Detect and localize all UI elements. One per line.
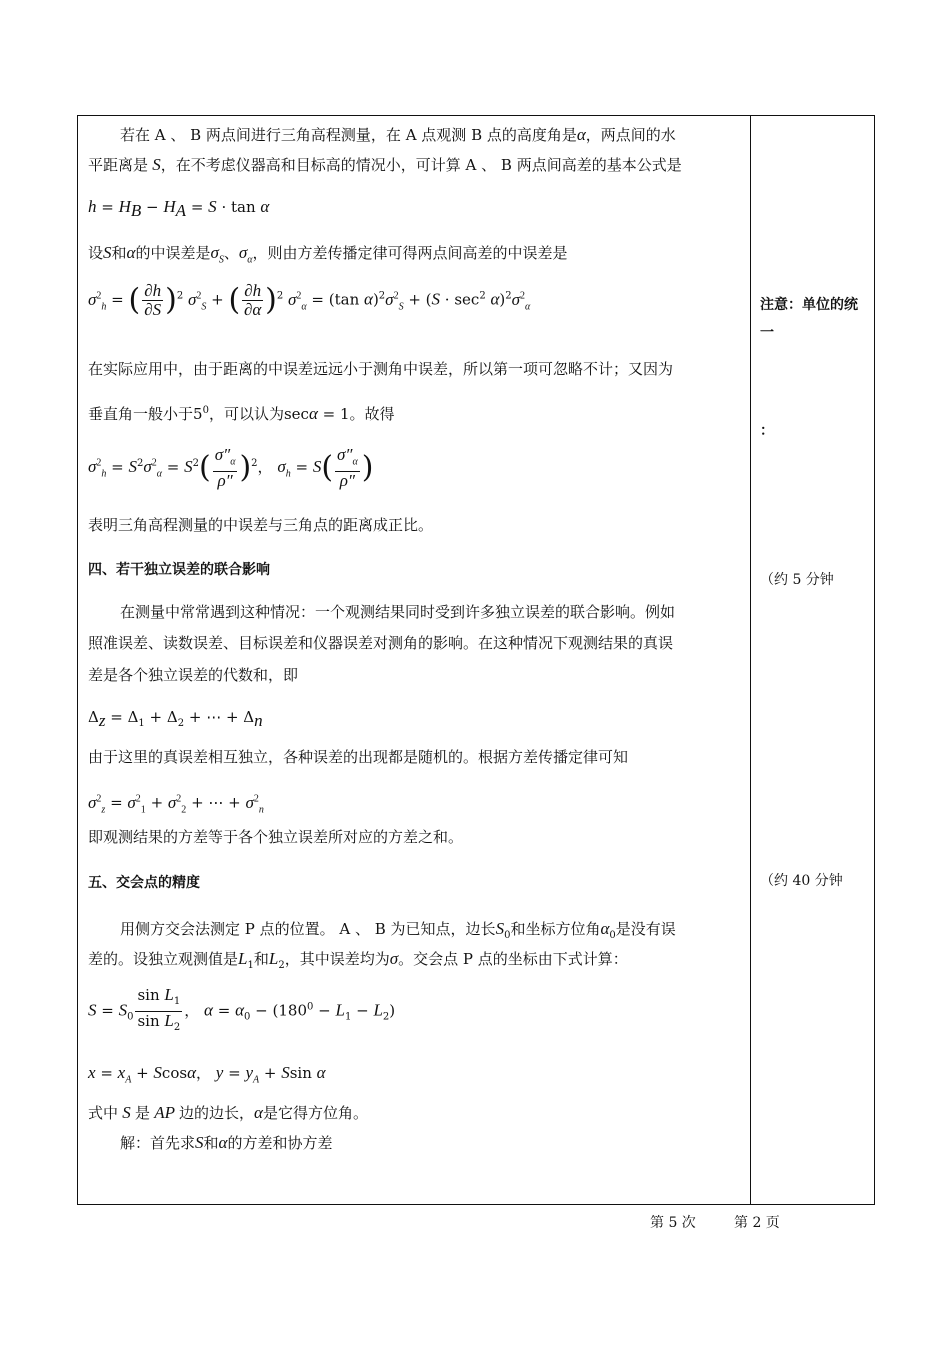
paragraph-intro-1 (88, 124, 676, 146)
paragraph-joint-3 (88, 664, 298, 686)
text: 用侧方交会法测定 P 点的位置。 A 、 B 为已知点，边长 (120, 920, 496, 938)
paragraph-intersection-2: 差的。设独立观测值是$L_1$和$L_2$，其中误差均为σ。交会点 P 点的坐标由下式计算： (88, 949, 628, 971)
paragraph-solution: 解：首先求S和α的方差和协方差 (120, 1133, 333, 1152)
text: 若在 A 、 B 两点间进行三角高程测量，在 A 点观测 B 点的高度角是 (120, 126, 577, 144)
formula-side-and-azimuth: $S = S_0$ $\frac{\sin L_1}{\sin L_2}$ ， $\alpha = \alpha_0 - (180^0 - L_1 - L_2)$ (88, 985, 396, 1033)
time-note-40min: （约 40 分钟 (760, 873, 843, 889)
section-heading-4: 四、若干独立误差的联合影响 (88, 562, 270, 578)
text: 边的边长， (179, 1104, 255, 1122)
text: 是 (135, 1104, 151, 1122)
text: 的方差和协方差 (227, 1134, 333, 1152)
text: 和 (111, 244, 127, 262)
paragraph-where: 式中 S 是 AP 边的边长，α是它得方位角。 (88, 1103, 368, 1122)
text: 设 (88, 244, 104, 262)
paragraph-practice (88, 358, 673, 380)
paragraph-variance-conclusion (88, 826, 463, 848)
paragraph-intro-2 (88, 154, 682, 176)
text: 式中 (88, 1104, 119, 1122)
formula-true-error-sum: $\Delta_z = \Delta_1 + \Delta_2$ + ⋯ + $\Delta_n$ (88, 708, 263, 730)
paragraph-joint-1 (88, 601, 675, 623)
formula-variance-h: $\sigma^2_h$ = ( $\frac{\partial h}{\partial S}$ )$^2$ $\sigma^2_S$ + ( $\frac{\partial h}{\partial\alpha}$ )$^2$ $\sigma^2_\alpha = (\tan$ $\alpha)^2\sigma^2_S + (S \cdot \sec^2 \alpha)^2\sigma^2_\alpha$ (88, 281, 531, 319)
text: 是它得方位角。 (262, 1104, 368, 1122)
footer-session: 第 5 次 (650, 1215, 696, 1231)
formula-height-difference: $h = H_B - H_A = S \cdot \tan \alpha$ (88, 197, 270, 220)
section-heading-5: 五、交会点的精度 (88, 875, 200, 891)
text: 和坐标方位角 (510, 920, 601, 938)
formula-variance-sum: $\sigma^2_z = \sigma^2_1 + \sigma^2_2$ + ⋯ + $\sigma^2_n$ (88, 792, 264, 816)
text: 在实际应用中，由于距离的中误差远远小于测角中误差，所以第一项可忽略不计；又因为 (88, 360, 674, 378)
text: 照准误差、读数误差、目标误差和仪器误差对测角的影响。在这种情况下观测结果的真误 (88, 634, 674, 652)
text: 。交会点 P 点的坐标由下式计算： (398, 950, 628, 968)
paragraph-joint-2 (88, 632, 673, 654)
text: ，其中误差均为 (284, 950, 390, 968)
text: 表明三角高程测量的中误差与三角点的距离成正比。 (88, 516, 434, 534)
paragraph-intersection-1: 用侧方交会法测定 P 点的位置。 A 、 B 为已知点，边长$S_0$和坐标方位角$\alpha_0$是没有误 (120, 919, 676, 941)
time-note-5min: （约 5 分钟 (760, 572, 834, 588)
text: 垂直角一般小于 (88, 405, 194, 423)
text: 差是各个独立误差的代数和，即 (88, 666, 299, 684)
text: 平距离是 (88, 156, 149, 174)
paragraph-random (88, 746, 628, 768)
alpha-symbol: α (576, 125, 586, 144)
text: 和 (253, 950, 269, 968)
text: ，在不考虑仪器高和目标高的情况小，可计算 A 、 B 两点间高差的基本公式是 (160, 156, 682, 174)
text: ，可以认为 (208, 405, 284, 423)
text: ，两点间的水 (585, 126, 676, 144)
text: 即观测结果的方差等于各个独立误差所对应的方差之和。 (88, 828, 464, 846)
paragraph-errors: 设S和α的中误差是$\sigma_S$、$\sigma_\alpha$，则由方差传播定律可得两点间高差的中误差是 (88, 243, 568, 266)
text: 差的。设独立观测值是 (88, 950, 239, 968)
note-unit-line2: 一 (760, 325, 774, 341)
note-unit-line1: 注意：单位的统 (760, 297, 858, 313)
column-divider (750, 116, 751, 1204)
text: 解：首先求 (120, 1134, 196, 1152)
s-symbol: S (148, 155, 161, 174)
text: 和 (203, 1134, 219, 1152)
lesson-table (77, 115, 875, 1205)
paragraph-vertical-angle: 垂直角一般小于$5^0$，可以认为secα = 1。故得 (88, 404, 395, 423)
paragraph-conclusion (88, 514, 433, 536)
text: 由于这里的真误差相互独立，各种误差的出现都是随机的。根据方差传播定律可知 (88, 748, 629, 766)
footer-page: 第 2 页 (734, 1215, 780, 1231)
text: 是没有误 (615, 920, 676, 938)
formula-coordinates: $x = x_A + Scos\alpha$， $y = y_A + Ssin$ α (88, 1063, 326, 1086)
text: 。故得 (349, 405, 395, 423)
note-colon: ： (760, 423, 774, 439)
text: 的中误差是 (135, 244, 211, 262)
formula-sigma-h: $\sigma^2_h = S^2\sigma^2_\alpha = S^2$( $\frac{\sigma''_\alpha}{\rho''}$ )$^2$， $\sigma_h = S$( $\frac{\sigma''_\alpha}{\rho''}$ ) (88, 445, 374, 491)
text: ，则由方差传播定律可得两点间高差的中误差是 (252, 244, 568, 262)
text: 在测量中常常遇到这种情况：一个观测结果同时受到许多独立误差的联合影响。例如 (120, 603, 676, 621)
